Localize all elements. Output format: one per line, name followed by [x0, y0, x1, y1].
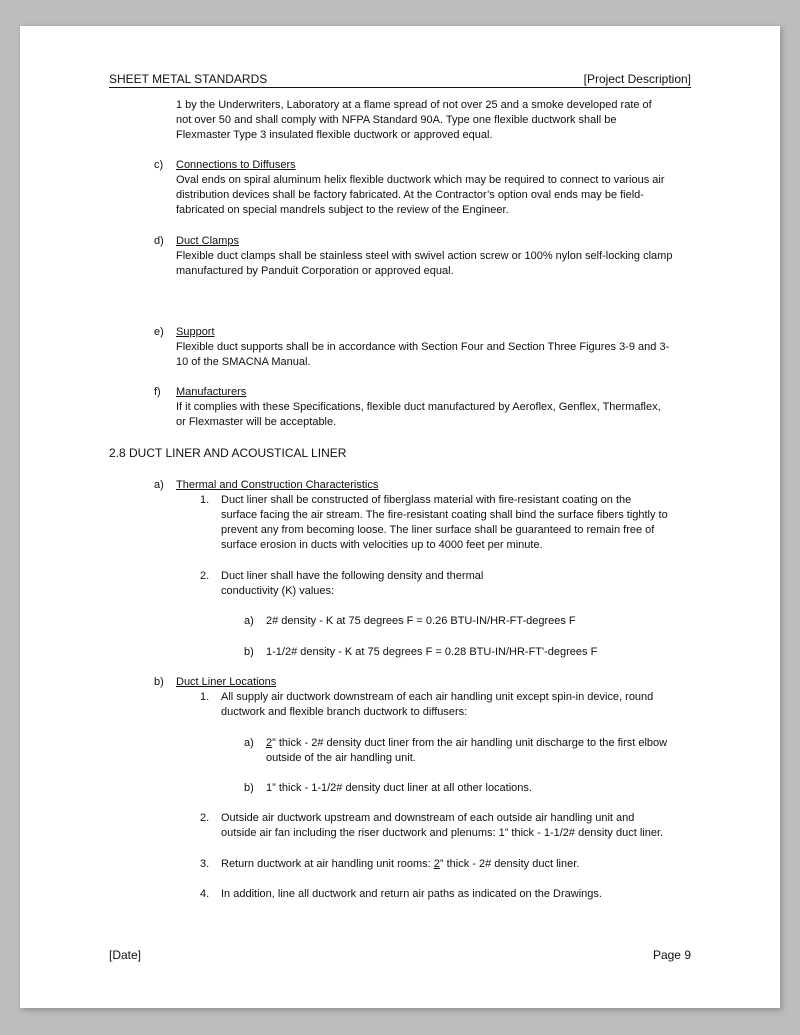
sub-marker: b)	[244, 782, 254, 794]
item-title: Manufacturers	[176, 386, 247, 398]
sub-item-line: 2# density - K at 75 degrees F = 0.26 BTU-IN/HR-FT-degrees F	[266, 615, 576, 627]
item-line: or Flexmaster will be acceptable.	[176, 416, 337, 428]
item-title: Duct Liner Locations	[176, 676, 277, 688]
item-line: Flexible duct clamps shall be stainless steel with swivel action screw or 100% nylon self-locking clamp	[176, 250, 673, 262]
item-line: Duct liner shall be constructed of fiberglass material with fire-resistant coating on the	[221, 494, 632, 506]
item-line: manufactured by Panduit Corporation or approved equal.	[176, 265, 454, 277]
item-title: Duct Clamps	[176, 235, 239, 247]
item-title: Thermal and Construction Characteristics	[176, 479, 379, 491]
item-text: Return ductwork at air handling unit rooms:	[221, 858, 434, 870]
item-line: 10 of the SMACNA Manual.	[176, 356, 311, 368]
item-line: All supply air ductwork downstream of each air handling unit except spin-in device, round	[221, 691, 654, 703]
sub-item-text: ” thick - 2# density duct liner from the air handling unit discharge to the first elbow	[272, 737, 668, 749]
list-marker: a)	[154, 479, 164, 491]
item-line: outside air fan including the riser ductwork and plenums: 1” thick - 1-1/2# density duct liner.	[221, 827, 664, 839]
list-marker: b)	[154, 676, 164, 688]
item-text: ” thick - 2# density duct liner.	[439, 858, 580, 870]
item-line: surface erosion in ducts with velocities up to 4000 feet per minute.	[221, 539, 543, 551]
list-number: 2.	[200, 812, 210, 824]
item-line: In addition, line all ductwork and return air paths as indicated on the Drawings.	[221, 888, 602, 900]
list-marker: d)	[154, 235, 164, 247]
list-marker: c)	[154, 159, 164, 171]
sub-marker: b)	[244, 646, 254, 658]
page-number: Page 9	[652, 948, 691, 962]
item-title: Support	[176, 326, 215, 338]
sub-item-line: 1-1/2# density - K at 75 degrees F = 0.28 BTU-IN/HR-FT'-degrees F	[266, 646, 598, 658]
item-line: Duct liner shall have the following density and thermal	[221, 570, 484, 582]
intro-line: Flexmaster Type 3 insulated flexible ductwork or approved equal.	[176, 129, 493, 141]
page-header	[109, 72, 691, 88]
sub-marker: a)	[244, 737, 254, 749]
item-line: Outside air ductwork upstream and downstream of each outside air handling unit and	[221, 812, 635, 824]
item-line	[221, 857, 579, 872]
item-line: Oval ends on spiral aluminum helix flexible ductwork which may be required to connect to various air	[176, 174, 665, 186]
footer-date: [Date]	[109, 948, 142, 962]
item-line: prevent any from becoming loose. The liner surface shall be guaranteed to remain free of	[221, 524, 655, 536]
sub-item-line: 1” thick - 1-1/2# density duct liner at all other locations.	[266, 782, 532, 794]
header-title: SHEET METAL STANDARDS	[109, 72, 268, 86]
document-page	[20, 26, 780, 1008]
item-line: conductivity (K) values:	[221, 585, 335, 597]
item-line: distribution devices shall be factory fabricated. At the Contractor’s option oval ends may be field-	[176, 189, 644, 201]
sub-marker: a)	[244, 615, 254, 627]
sub-item-line	[266, 736, 667, 751]
list-number: 2.	[200, 570, 210, 582]
intro-line: not over 50 and shall comply with NFPA Standard 90A. Type one flexible ductwork shall be	[176, 114, 617, 126]
list-marker: e)	[154, 326, 164, 338]
sub-item-line: outside of the air handling unit.	[266, 752, 416, 764]
item-line: surface facing the air stream. The fire-resistant coating shall bind the surface fibers tightly to	[221, 509, 668, 521]
header-project: [Project Description]	[583, 72, 691, 86]
list-number: 1.	[200, 494, 210, 506]
list-marker: f)	[154, 386, 161, 398]
item-line: If it complies with these Specifications, flexible duct manufactured by Aeroflex, Genflex, Thermaflex,	[176, 401, 661, 413]
section-heading: 2.8 DUCT LINER AND ACOUSTICAL LINER	[109, 446, 347, 460]
list-number: 3.	[200, 858, 210, 870]
list-number: 4.	[200, 888, 210, 900]
intro-line: 1 by the Underwriters, Laboratory at a flame spread of not over 25 and a smoke developed rate of	[176, 99, 652, 111]
underlined-thickness: 2	[266, 737, 273, 749]
item-title: Connections to Diffusers	[176, 159, 296, 171]
item-line: fabricated on special mandrels subject to the review of the Engineer.	[176, 204, 509, 216]
item-line: Flexible duct supports shall be in accordance with Section Four and Section Three Figures 3-9 and 3-	[176, 341, 670, 353]
item-line: ductwork and flexible branch ductwork to diffusers:	[221, 706, 468, 718]
list-number: 1.	[200, 691, 210, 703]
underlined-thickness: 2	[433, 858, 440, 870]
